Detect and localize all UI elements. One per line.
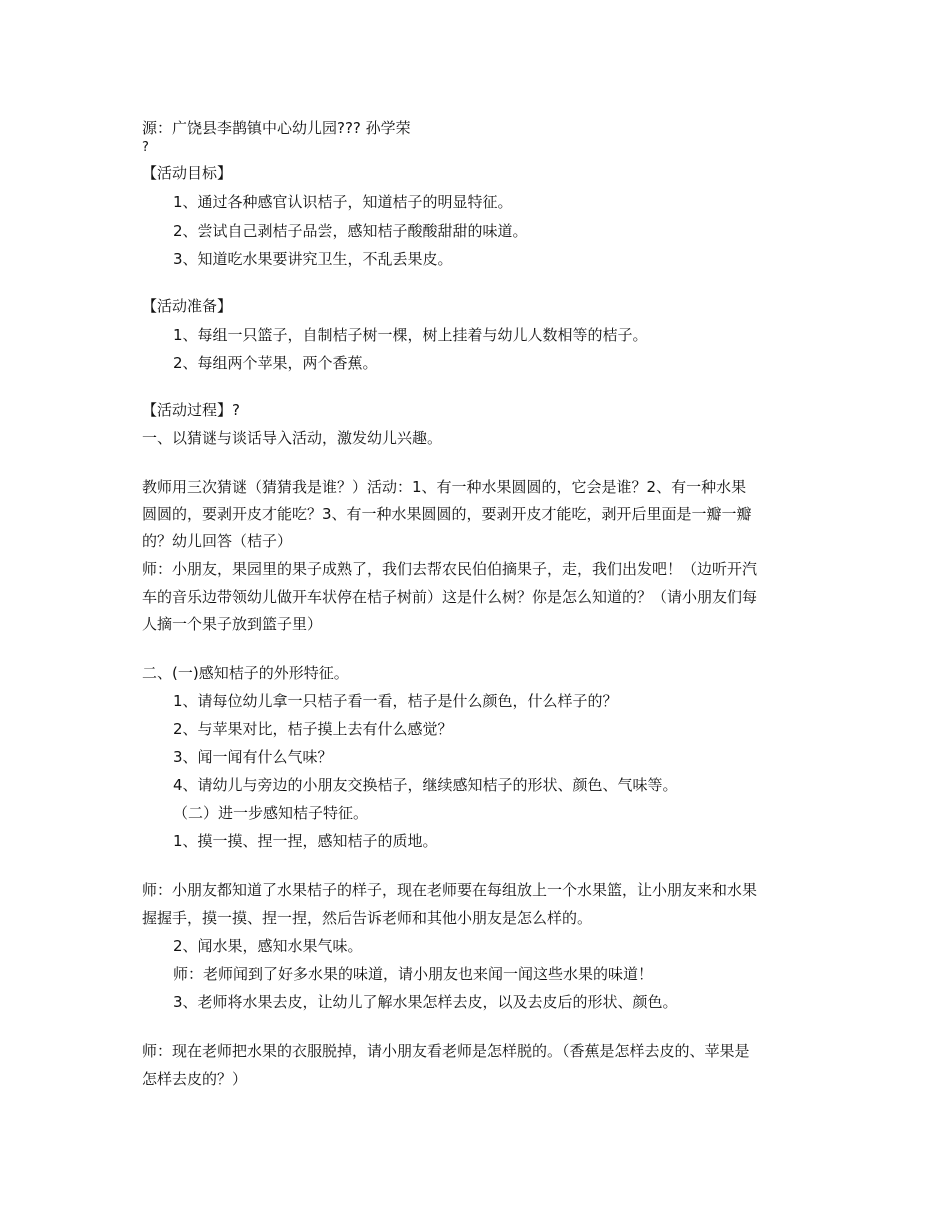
source-question-mark: ? bbox=[142, 140, 149, 155]
part2-sub-item: 3、老师将水果去皮，让幼儿了解水果怎样去皮，以及去皮后的形状、颜色。 bbox=[173, 993, 678, 1011]
prep-item: 1、每组一只篮子，自制桔子树一棵，树上挂着与幼儿人数相等的桔子。 bbox=[173, 326, 648, 344]
part2-item: 3、闻一闻有什么气味？ bbox=[173, 748, 333, 766]
part2-sub-item: 1、摸一摸、捏一捏，感知桔子的质地。 bbox=[173, 832, 438, 850]
part2-item: 4、请幼儿与旁边的小朋友交换桔子，继续感知桔子的形状、颜色、气味等。 bbox=[173, 776, 678, 794]
goals-heading: 【活动目标】 bbox=[142, 164, 233, 182]
part2-item: 1、请每位幼儿拿一只桔子看一看，桔子是什么颜色，什么样子的？ bbox=[173, 692, 618, 710]
part1-teacher-line: 师：小朋友，果园里的果子成熟了，我们去帮农民伯伯摘果子，走，我们出发吧！（边听开汽 bbox=[142, 560, 758, 578]
part2-item: 2、与苹果对比，桔子摸上去有什么感觉？ bbox=[173, 720, 453, 738]
goal-item: 1、通过各种感官认识桔子，知道桔子的明显特征。 bbox=[173, 193, 513, 211]
teacher3-line: 师：现在老师把水果的衣服脱掉，请小朋友看老师是怎样脱的。（香蕉是怎样去皮的、苹果是 bbox=[142, 1042, 750, 1060]
goal-item: 3、知道吃水果要讲究卫生，不乱丢果皮。 bbox=[173, 250, 453, 268]
part2-sub-item: 2、闻水果，感知水果气味。 bbox=[173, 937, 363, 955]
source-line: 源：广饶县李鹊镇中心幼儿园??? 孙学荣 bbox=[142, 119, 411, 137]
part1-teacher-line: 车的音乐边带领幼儿做开车状停在桔子树前）这是什么树？你是怎么知道的？（请小朋友们每 bbox=[142, 588, 758, 606]
teacher2-line: 握握手，摸一摸、捏一捏，然后告诉老师和其他小朋友是怎么样的。 bbox=[142, 909, 593, 927]
part1-teacher-line: 人摘一个果子放到篮子里） bbox=[142, 615, 323, 633]
part1-paragraph-line: 教师用三次猜谜（猜猜我是谁？）活动：1、有一种水果圆圆的，它会是谁？2、有一种水果 bbox=[142, 478, 747, 496]
goal-item: 2、尝试自己剥桔子品尝，感知桔子酸酸甜甜的味道。 bbox=[173, 222, 528, 240]
prep-item: 2、每组两个苹果，两个香蕉。 bbox=[173, 354, 378, 372]
part2-sub-item: 师：老师闻到了好多水果的味道，请小朋友也来闻一闻这些水果的味道！ bbox=[173, 965, 654, 983]
part1-title: 一、以猜谜与谈话导入活动，激发幼儿兴趣。 bbox=[142, 429, 443, 447]
part1-paragraph-line: 圆圆的，要剥开皮才能吃？3、有一种水果圆圆的，要剥开皮才能吃，剥开后里面是一瓣一瓣 bbox=[142, 505, 752, 523]
part2-subheading: （二）进一步感知桔子特征。 bbox=[173, 804, 369, 822]
part2-title: 二、(一)感知桔子的外形特征。 bbox=[142, 664, 349, 682]
prep-heading: 【活动准备】 bbox=[142, 297, 233, 315]
part1-paragraph-line: 的？幼儿回答（桔子） bbox=[142, 532, 293, 550]
teacher3-line: 怎样去皮的？） bbox=[142, 1070, 248, 1088]
process-heading: 【活动过程】? bbox=[142, 401, 240, 419]
teacher2-line: 师：小朋友都知道了水果桔子的样子，现在老师要在每组放上一个水果篮，让小朋友来和水果 bbox=[142, 881, 758, 899]
